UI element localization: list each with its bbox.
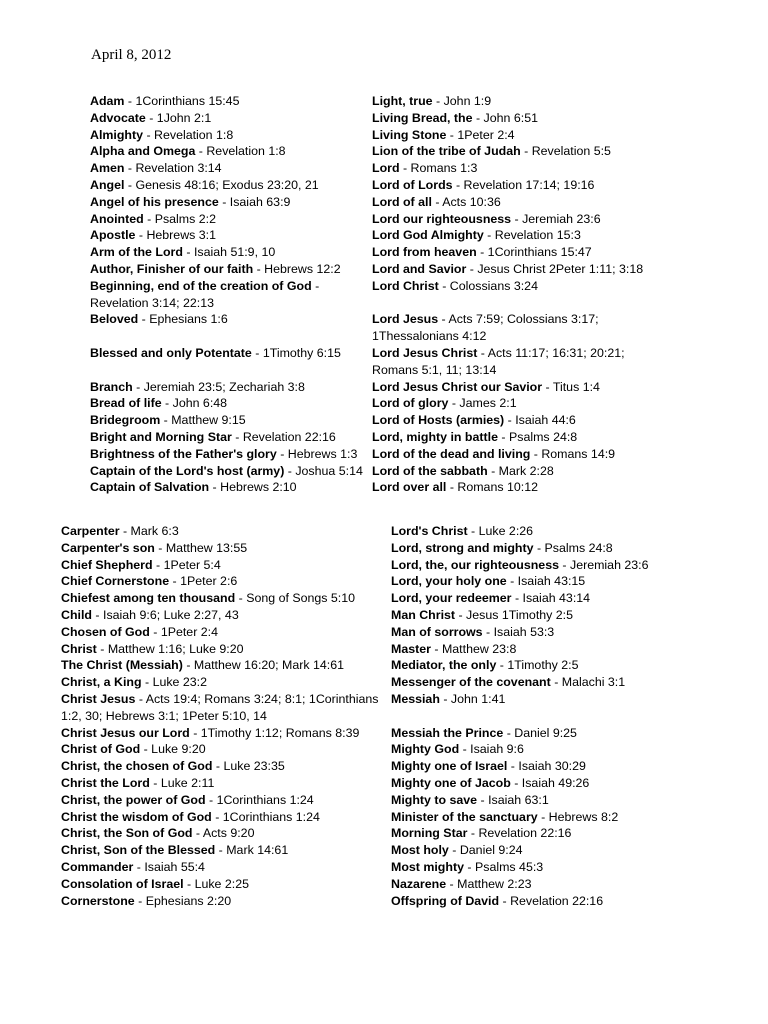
name-entry: Most holy - Daniel 9:24: [391, 843, 523, 858]
entry-title: Mighty one of Jacob: [391, 775, 511, 790]
entry-reference: Luke 9:20: [151, 742, 206, 757]
name-entry: Christ of God - Luke 9:20: [61, 742, 206, 757]
entry-title: Christ the Lord: [61, 775, 150, 790]
entry-title: Amen: [90, 161, 125, 176]
name-entry: Almighty - Revelation 1:8: [90, 127, 234, 142]
entry-title: Christ, the Son of God: [61, 826, 193, 841]
name-entry: Beloved - Ephesians 1:6: [90, 312, 228, 327]
name-entry: Lord, your redeemer - Isaiah 43:14: [391, 591, 591, 606]
entry-reference: 1Corinthians 1:24: [222, 809, 320, 824]
entry-reference: Revelation 22:16: [242, 429, 336, 444]
names-column-a: [90, 93, 368, 496]
entry-reference: Revelation 3:14; 22:13: [90, 295, 214, 310]
entry-reference: Hebrews 2:10: [220, 480, 297, 495]
entry-reference: Luke 2:25: [194, 876, 249, 891]
name-entry: Messiah - John 1:41: [391, 691, 506, 706]
name-entry: Master - Matthew 23:8: [391, 641, 517, 656]
entry-reference: Isaiah 43:15: [517, 574, 586, 589]
entry-reference: Isaiah 51:9, 10: [193, 245, 276, 260]
entry-title: Author, Finisher of our faith: [90, 261, 254, 276]
name-entry: Lord Christ - Colossians 3:24: [372, 278, 538, 293]
entry-reference: Luke 23:35: [223, 759, 285, 774]
entry-title: Offspring of David: [391, 893, 500, 908]
name-entry: Lord Jesus Christ - Acts 11:17; 16:31; 20:21; Romans 5:1, 11; 13:14: [372, 345, 625, 377]
entry-reference: 1Peter 2:4: [160, 624, 218, 639]
entry-title: Christ the wisdom of God: [61, 809, 212, 824]
entry-title: Carpenter's son: [61, 540, 155, 555]
name-entry: Captain of Salvation - Hebrews 2:10: [90, 480, 297, 495]
entry-reference: Isaiah 9:6: [470, 742, 524, 757]
entry-reference: 1Peter 2:4: [457, 127, 515, 142]
entry-title: Christ, the chosen of God: [61, 759, 213, 774]
entry-title: Lord's Christ: [391, 524, 468, 538]
entry-reference: Matthew 13:55: [165, 540, 248, 555]
name-entry: Christ the wisdom of God - 1Corinthians 1:24: [61, 809, 320, 824]
entry-reference: Revelation 1:8: [154, 127, 234, 142]
entry-title: Lord of the sabbath: [372, 463, 488, 478]
entry-title: Bridegroom: [90, 413, 161, 428]
entry-reference: Revelation 22:16: [510, 893, 604, 908]
entry-title: Lord over all: [372, 480, 447, 495]
entry-reference: Isaiah 63:1: [488, 792, 549, 807]
entry-title: Christ, a King: [61, 675, 142, 690]
name-entry: Lord of Hosts (armies) - Isaiah 44:6: [372, 413, 576, 428]
entry-reference: Psalms 24:8: [544, 540, 613, 555]
entry-title: Lord from heaven: [372, 245, 477, 260]
entry-reference: 1John 2:1: [156, 110, 212, 125]
name-entry: Anointed - Psalms 2:2: [90, 211, 216, 226]
entry-title: Lord of all: [372, 194, 432, 209]
entry-title: Branch: [90, 379, 133, 394]
entry-reference: Jeremiah 23:6: [522, 211, 601, 226]
name-entry: Branch - Jeremiah 23:5; Zechariah 3:8: [90, 379, 305, 394]
entry-title: Mighty one of Israel: [391, 759, 508, 774]
name-entry: Christ Jesus our Lord - 1Timothy 1:12; Romans 8:39: [61, 725, 360, 740]
name-entry: Christ - Matthew 1:16; Luke 9:20: [61, 641, 244, 656]
entry-reference: Isaiah 53:3: [493, 624, 555, 639]
entry-reference: Colossians 3:24: [449, 278, 538, 293]
entry-reference: Hebrews 12:2: [264, 261, 341, 276]
entry-reference: John 1:41: [450, 691, 506, 706]
name-entry: Lord of the sabbath - Mark 2:28: [372, 463, 554, 478]
entry-title: Mediator, the only: [391, 658, 497, 673]
entry-title: Christ of God: [61, 742, 141, 757]
entry-reference: Genesis 48:16; Exodus 23:20, 21: [135, 177, 319, 192]
name-entry: Bridegroom - Matthew 9:15: [90, 413, 246, 428]
name-entry: Angel of his presence - Isaiah 63:9: [90, 194, 291, 209]
entry-reference: Acts 10:36: [442, 194, 501, 209]
entry-reference: Jeremiah 23:6: [570, 557, 649, 572]
entry-title: Mighty God: [391, 742, 460, 757]
entry-title: Brightness of the Father's glory: [90, 446, 277, 461]
name-entry: Lord of glory - James 2:1: [372, 396, 517, 411]
entry-title: Arm of the Lord: [90, 245, 183, 260]
entry-title: Lord of Hosts (armies): [372, 413, 505, 428]
entry-reference: Ephesians 2:20: [145, 893, 232, 908]
entry-title: Christ Jesus our Lord: [61, 725, 190, 740]
entry-reference: Mark 2:28: [498, 463, 554, 478]
entry-reference: Isaiah 55:4: [144, 859, 205, 874]
entry-title: Man of sorrows: [391, 624, 483, 639]
entry-title: Chief Shepherd: [61, 557, 153, 572]
entry-title: Captain of Salvation: [90, 480, 210, 495]
entry-title: Adam: [90, 94, 125, 108]
entry-title: Consolation of Israel: [61, 876, 184, 891]
entry-title: Mighty to save: [391, 792, 478, 807]
entry-reference: Revelation 22:16: [478, 826, 572, 841]
entry-title: Lord and Savior: [372, 261, 467, 276]
name-entry: Child - Isaiah 9:6; Luke 2:27, 43: [61, 607, 239, 622]
entry-title: Lord, your redeemer: [391, 591, 512, 606]
entry-title: Lord Jesus Christ our Savior: [372, 379, 543, 394]
name-entry: Lion of the tribe of Judah - Revelation 5:5: [372, 144, 611, 159]
entry-reference: Daniel 9:25: [514, 725, 577, 740]
name-entry: Man Christ - Jesus 1Timothy 2:5: [391, 607, 574, 622]
entry-reference: Joshua 5:14: [295, 463, 363, 478]
entry-title: Messiah: [391, 691, 440, 706]
entry-reference: Daniel 9:24: [459, 843, 523, 858]
name-entry: Blessed and only Potentate - 1Timothy 6:15: [90, 345, 341, 360]
name-entry: Christ, the power of God - 1Corinthians 1:24: [61, 792, 314, 807]
entry-title: Living Bread, the: [372, 110, 473, 125]
entry-reference: Hebrews 3:1: [146, 228, 217, 243]
entry-reference: Isaiah 30:29: [518, 759, 586, 774]
entry-title: Child: [61, 607, 92, 622]
entry-reference: Romans 1:3: [410, 161, 478, 176]
entry-title: Blessed and only Potentate: [90, 345, 252, 360]
entry-reference: Isaiah 43:14: [522, 591, 591, 606]
name-entry: Lord, mighty in battle - Psalms 24:8: [372, 429, 578, 444]
entry-title: Lord of Lords: [372, 177, 453, 192]
entry-title: The Christ (Messiah): [61, 658, 183, 673]
entry-reference: 1Timothy 6:15: [262, 345, 341, 360]
entry-reference: Psalms 2:2: [154, 211, 216, 226]
name-entry: Lord of the dead and living - Romans 14:9: [372, 446, 616, 461]
entry-reference: Hebrews 8:2: [548, 809, 619, 824]
entry-title: Angel of his presence: [90, 194, 219, 209]
name-entry: Carpenter - Mark 6:3: [61, 524, 179, 538]
entry-title: Living Stone: [372, 127, 447, 142]
name-entry: Amen - Revelation 3:14: [90, 161, 222, 176]
name-entry: Author, Finisher of our faith - Hebrews 12:2: [90, 261, 341, 276]
entry-reference: Revelation 15:3: [494, 228, 581, 243]
entry-reference: Ephesians 1:6: [149, 312, 228, 327]
entry-reference: Revelation 3:14: [135, 161, 222, 176]
name-entry: Bread of life - John 6:48: [90, 396, 228, 411]
name-entry: Brightness of the Father's glory - Hebrews 1:3: [90, 446, 358, 461]
entry-title: Apostle: [90, 228, 136, 243]
name-entry: Christ, the Son of God - Acts 9:20: [61, 826, 255, 841]
entry-title: Beginning, end of the creation of God: [90, 278, 312, 293]
name-entry: Apostle - Hebrews 3:1: [90, 228, 217, 243]
entry-reference: Matthew 16:20; Mark 14:61: [193, 658, 345, 673]
entry-title: Carpenter: [61, 524, 120, 538]
name-entry: Lord, strong and mighty - Psalms 24:8: [391, 540, 613, 555]
entry-title: Minister of the sanctuary: [391, 809, 538, 824]
entry-reference: Jesus Christ 2Peter 1:11; 3:18: [477, 261, 644, 276]
entry-title: Bread of life: [90, 396, 162, 411]
entry-reference: Mark 6:3: [130, 524, 179, 538]
name-entry: Messiah the Prince - Daniel 9:25: [391, 725, 577, 740]
entry-title: Beloved: [90, 312, 139, 327]
name-entry: Chief Cornerstone - 1Peter 2:6: [61, 574, 238, 589]
name-entry: Minister of the sanctuary - Hebrews 8:2: [391, 809, 619, 824]
name-entry: Most mighty - Psalms 45:3: [391, 859, 544, 874]
name-entry: Lord God Almighty - Revelation 15:3: [372, 228, 581, 243]
name-entry: Lord our righteousness - Jeremiah 23:6: [372, 211, 601, 226]
name-entry: Lord and Savior - Jesus Christ 2Peter 1:11; 3:18: [372, 261, 644, 276]
entry-reference: Psalms 24:8: [509, 429, 578, 444]
entry-title: Captain of the Lord's host (army): [90, 463, 285, 478]
entry-reference: Jeremiah 23:5; Zechariah 3:8: [143, 379, 305, 394]
entry-title: Bright and Morning Star: [90, 429, 232, 444]
names-column-d: [391, 523, 691, 909]
entry-reference: 1Peter 5:4: [163, 557, 221, 572]
entry-reference: John 6:51: [483, 110, 538, 125]
entry-title: Chosen of God: [61, 624, 150, 639]
entry-title: Lord, your holy one: [391, 574, 507, 589]
entry-title: Most holy: [391, 843, 449, 858]
entry-title: Anointed: [90, 211, 144, 226]
entry-title: Lord God Almighty: [372, 228, 484, 243]
entry-reference: Luke 23:2: [152, 675, 207, 690]
entry-title: Lord Jesus: [372, 312, 439, 327]
entry-reference: Acts 19:4; Romans 3:24; 8:1; 1Corinthians 1:2, 30; Hebrews 3:1; 1Peter 5:10, 14: [61, 691, 379, 723]
name-entry: Messenger of the covenant - Malachi 3:1: [391, 675, 626, 690]
entry-reference: Romans 10:12: [457, 480, 538, 495]
entry-reference: Matthew 2:23: [457, 876, 532, 891]
entry-title: Lord, mighty in battle: [372, 429, 498, 444]
name-entry: Advocate - 1John 2:1: [90, 110, 212, 125]
entry-reference: 1Corinthians 15:47: [487, 245, 592, 260]
entry-reference: 1Peter 2:6: [180, 574, 238, 589]
name-entry: Nazarene - Matthew 2:23: [391, 876, 532, 891]
name-entry: Lord of all - Acts 10:36: [372, 194, 501, 209]
entry-reference: Acts 11:17; 16:31; 20:21; Romans 5:1, 11; 13:14: [372, 345, 625, 377]
name-entry: Chief Shepherd - 1Peter 5:4: [61, 557, 221, 572]
entry-reference: Psalms 45:3: [474, 859, 544, 874]
entry-title: Christ Jesus: [61, 691, 136, 706]
name-entry: Chiefest among ten thousand - Song of Songs 5:10: [61, 591, 356, 606]
name-entry: Lord's Christ - Luke 2:26: [391, 524, 534, 538]
name-entry: Offspring of David - Revelation 22:16: [391, 893, 604, 908]
entry-reference: Hebrews 1:3: [287, 446, 358, 461]
name-entry: Consolation of Israel - Luke 2:25: [61, 876, 249, 891]
entry-reference: 1Corinthians 1:24: [216, 792, 314, 807]
entry-reference: Jesus 1Timothy 2:5: [466, 607, 574, 622]
name-entry: Angel - Genesis 48:16; Exodus 23:20, 21: [90, 177, 319, 192]
name-entry: Christ the Lord - Luke 2:11: [61, 775, 215, 790]
name-entry: Lord Jesus - Acts 7:59; Colossians 3:17; 1Thessalonians 4:12: [372, 312, 599, 344]
name-entry: Bright and Morning Star - Revelation 22:16: [90, 429, 336, 444]
name-entry: Living Bread, the - John 6:51: [372, 110, 538, 125]
name-entry: Lord from heaven - 1Corinthians 15:47: [372, 245, 592, 260]
name-entry: Light, true - John 1:9: [372, 94, 492, 108]
name-entry: Christ Jesus - Acts 19:4; Romans 3:24; 8:1; 1Corinthians 1:2, 30; Hebrews 3:1; 1Peter 5:10, 14: [61, 691, 379, 723]
name-entry: Mighty one of Israel - Isaiah 30:29: [391, 759, 586, 774]
name-entry: Arm of the Lord - Isaiah 51:9, 10: [90, 245, 276, 260]
name-entry: Christ, Son of the Blessed - Mark 14:61: [61, 843, 289, 858]
entry-reference: Acts 9:20: [202, 826, 255, 841]
name-entry: Lord over all - Romans 10:12: [372, 480, 538, 495]
entry-reference: Isaiah 9:6; Luke 2:27, 43: [103, 607, 239, 622]
entry-reference: Isaiah 63:9: [229, 194, 291, 209]
name-entry: Christ, a King - Luke 23:2: [61, 675, 207, 690]
entry-title: Nazarene: [391, 876, 447, 891]
entry-title: Christ, Son of the Blessed: [61, 843, 216, 858]
entry-reference: Mark 14:61: [226, 843, 289, 858]
entry-title: Angel: [90, 177, 125, 192]
entry-title: Lord, the, our righteousness: [391, 557, 559, 572]
name-entry: Christ, the chosen of God - Luke 23:35: [61, 759, 285, 774]
entry-title: Almighty: [90, 127, 144, 142]
entry-reference: John 1:9: [443, 94, 492, 108]
name-entry: Carpenter's son - Matthew 13:55: [61, 540, 248, 555]
entry-title: Morning Star: [391, 826, 468, 841]
name-entry: Man of sorrows - Isaiah 53:3: [391, 624, 555, 639]
entry-reference: Revelation 1:8: [206, 144, 286, 159]
entry-title: Lord Jesus Christ: [372, 345, 478, 360]
entry-title: Man Christ: [391, 607, 456, 622]
name-entry: Alpha and Omega - Revelation 1:8: [90, 144, 286, 159]
name-entry: Living Stone - 1Peter 2:4: [372, 127, 515, 142]
name-entry: Lord, the, our righteousness - Jeremiah 23:6: [391, 557, 649, 572]
entry-reference: Acts 7:59; Colossians 3:17; 1Thessalonians 4:12: [372, 312, 599, 344]
entry-title: Lord, strong and mighty: [391, 540, 534, 555]
entry-reference: Romans 14:9: [541, 446, 616, 461]
name-entry: Adam - 1Corinthians 15:45: [90, 94, 240, 108]
name-entry: Captain of the Lord's host (army) - Joshua 5:14: [90, 463, 363, 478]
name-entry: Morning Star - Revelation 22:16: [391, 826, 572, 841]
entry-title: Chief Cornerstone: [61, 574, 170, 589]
entry-reference: Matthew 1:16; Luke 9:20: [107, 641, 244, 656]
name-entry: Lord of Lords - Revelation 17:14; 19:16: [372, 177, 595, 192]
name-entry: Chosen of God - 1Peter 2:4: [61, 624, 218, 639]
entry-reference: Malachi 3:1: [561, 675, 626, 690]
entry-reference: Revelation 17:14; 19:16: [463, 177, 595, 192]
entry-title: Lion of the tribe of Judah: [372, 144, 521, 159]
entry-reference: Titus 1:4: [552, 379, 600, 394]
entry-reference: Revelation 5:5: [531, 144, 611, 159]
document-date: April 8, 2012: [91, 47, 172, 63]
name-entry: Beginning, end of the creation of God - Revelation 3:14; 22:13: [90, 278, 320, 310]
entry-title: Lord our righteousness: [372, 211, 512, 226]
name-entry: Cornerstone - Ephesians 2:20: [61, 893, 232, 908]
entry-title: Most mighty: [391, 859, 464, 874]
entry-title: Lord Christ: [372, 278, 439, 293]
entry-title: Lord: [372, 161, 400, 176]
entry-reference: John 6:48: [172, 396, 228, 411]
names-column-b: [372, 93, 662, 496]
entry-title: Chiefest among ten thousand: [61, 591, 236, 606]
entry-reference: Luke 2:26: [478, 524, 534, 538]
name-entry: Commander - Isaiah 55:4: [61, 859, 205, 874]
name-entry: The Christ (Messiah) - Matthew 16:20; Mark 14:61: [61, 658, 345, 673]
entry-reference: Isaiah 44:6: [515, 413, 576, 428]
name-entry: Lord - Romans 1:3: [372, 161, 478, 176]
name-entry: Lord, your holy one - Isaiah 43:15: [391, 574, 586, 589]
entry-title: Alpha and Omega: [90, 144, 196, 159]
entry-title: Master: [391, 641, 431, 656]
entry-title: Christ, the power of God: [61, 792, 206, 807]
entry-title: Advocate: [90, 110, 146, 125]
name-entry: Lord Jesus Christ our Savior - Titus 1:4: [372, 379, 600, 394]
entry-title: Lord of the dead and living: [372, 446, 531, 461]
entry-title: Christ: [61, 641, 97, 656]
entry-title: Cornerstone: [61, 893, 135, 908]
entry-reference: James 2:1: [459, 396, 517, 411]
entry-title: Lord of glory: [372, 396, 449, 411]
entry-reference: Isaiah 49:26: [521, 775, 590, 790]
name-entry: Mighty God - Isaiah 9:6: [391, 742, 524, 757]
names-column-c: [61, 523, 379, 909]
name-entry: Mighty to save - Isaiah 63:1: [391, 792, 549, 807]
entry-reference: 1Timothy 2:5: [507, 658, 579, 673]
entry-title: Commander: [61, 859, 134, 874]
entry-title: Messiah the Prince: [391, 725, 504, 740]
entry-reference: 1Corinthians 15:45: [135, 94, 240, 108]
entry-reference: 1Timothy 1:12; Romans 8:39: [200, 725, 360, 740]
entry-reference: Matthew 9:15: [171, 413, 246, 428]
entry-title: Light, true: [372, 94, 433, 108]
entry-reference: Song of Songs 5:10: [246, 591, 356, 606]
name-entry: Mediator, the only - 1Timothy 2:5: [391, 658, 579, 673]
entry-reference: Luke 2:11: [160, 775, 215, 790]
name-entry: Mighty one of Jacob - Isaiah 49:26: [391, 775, 590, 790]
entry-reference: Matthew 23:8: [441, 641, 517, 656]
entry-title: Messenger of the covenant: [391, 675, 551, 690]
